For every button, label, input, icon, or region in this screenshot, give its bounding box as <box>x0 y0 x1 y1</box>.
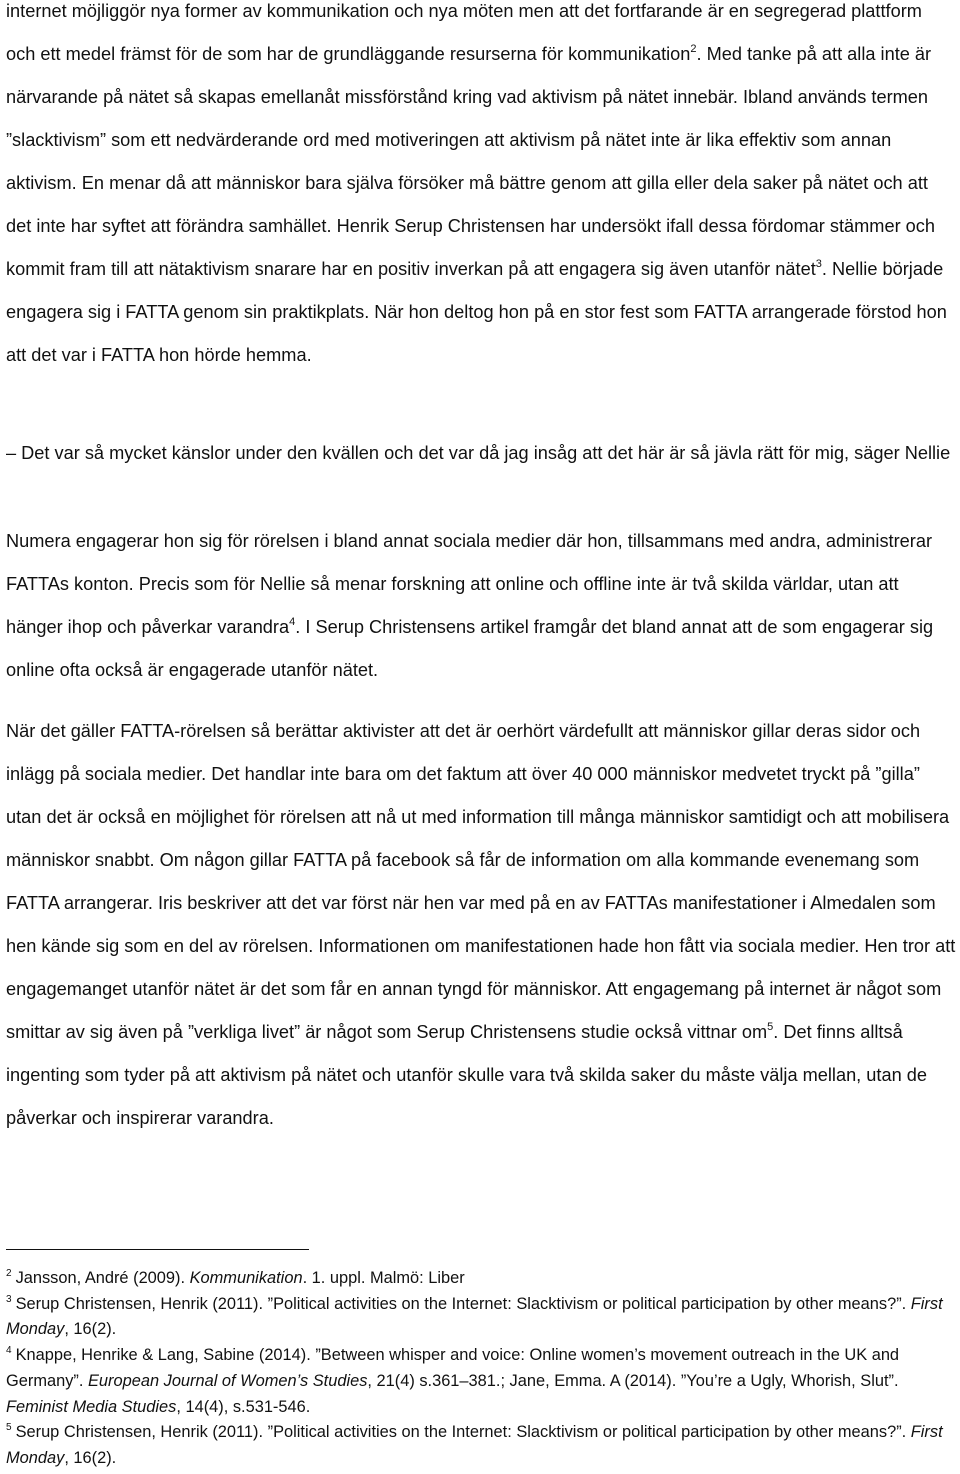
footnote-number: 2 <box>6 1268 12 1279</box>
footnote-text: Jansson, André (2009). <box>15 1269 190 1287</box>
paragraph-1-text-b: . Med tanke på att alla inte är närvarande på nätet så skapas emellanåt missförstånd kring vad aktivism på nätet innebär. Ibland används termen ”slacktivism” som ett nedvärderande ord med motiveringen att aktivism på nätet inte är lika effektiv som annan aktivism. En menar då att människor bara själva försöker må bättre genom att gilla eller dela saker på nätet och att det inte har syftet att förändra samhället. Henrik Serup Christensen har undersökt ifall dessa fördomar stämmer och kommit fram till att nätaktivism snarare har en positiv inverkan på att engagera sig även utanför nätet <box>6 44 936 279</box>
footnote-text: , 16(2). <box>64 1320 117 1339</box>
footnote-number: 4 <box>6 1345 12 1357</box>
footnote-5 <box>6 1420 956 1471</box>
footnote-text: , 14(4), s.531-546. <box>176 1397 311 1416</box>
footnote-separator <box>6 1249 309 1250</box>
footnote-2 <box>6 1266 956 1292</box>
paragraph-1 <box>6 0 956 377</box>
paragraph-1-text-a: internet möjliggör nya former av kommunikation och nya möten men att det fortfarande är en segregerad plattform och ett medel främst för de som har de grundläggande resurserna för kommunikation <box>6 1 922 64</box>
footnote-number: 3 <box>6 1293 12 1305</box>
footnote-ref-2: 2 <box>690 43 697 55</box>
paragraph-4 <box>6 710 956 1140</box>
quote-paragraph: – Det var så mycket känslor under den kvällen och det var då jag insåg att det här är så jävla rätt för mig, säger Nellie <box>6 443 951 463</box>
footnote-ref-3: 3 <box>815 258 822 270</box>
footnote-text: Knappe, Henrike & Lang, Sabine (2014). ”Between whisper and voice: Online women’s movement outreach in the UK and Germany”. <box>6 1346 900 1390</box>
footnote-title: Feminist Media Studies <box>6 1397 177 1416</box>
footnote-title: First Monday <box>6 1294 943 1339</box>
paragraph-3-text-a: Numera engagerar hon sig för rörelsen i bland annat sociala medier där hon, tillsammans med andra, administrerar FATTAs konton. Precis som för Nellie så menar forskning att online och offline inte är två skilda världar, utan att hänger ihop och påverkar varandra <box>6 531 933 637</box>
footnote-text: , 21(4) s.361–381.; Jane, Emma. A (2014). ”You’re a Ugly, Whorish, Slut”. <box>367 1371 899 1390</box>
paragraph-4-text-b: . Det finns alltså ingenting som tyder på att aktivism på nätet och utanför skulle vara två skilda saker du måste välja mellan, utan de påverkar och inspirerar varandra. <box>6 1022 927 1128</box>
footnote-4 <box>6 1343 956 1420</box>
paragraph-1-text-c: . Nellie började engagera sig i FATTA genom sin praktikplats. När hon deltog hon på en stor fest som FATTA arrangerade förstod hon att det var i FATTA hon hörde hemma. <box>6 259 947 365</box>
footnote-title: European Journal of Women’s Studies <box>87 1371 368 1390</box>
paragraph-3-text-b: . I Serup Christensens artikel framgår det bland annat att de som engagerar sig online ofta också är engagerade utanför nätet. <box>6 617 934 680</box>
footnote-text: Serup Christensen, Henrik (2011). ”Political activities on the Internet: Slacktivism or political participation by other means?”. <box>15 1423 911 1442</box>
footnote-3 <box>6 1292 956 1343</box>
footnote-text: , 16(2). <box>64 1448 117 1467</box>
footnote-title: First Monday <box>6 1423 943 1467</box>
footnote-number: 5 <box>6 1422 12 1434</box>
footnote-text: . 1. uppl. Malmö: Liber <box>302 1269 465 1287</box>
footnote-title: Kommunikation <box>189 1269 303 1287</box>
footnote-ref-4: 4 <box>289 616 296 628</box>
footnotes <box>6 1266 956 1472</box>
paragraph-3 <box>6 520 956 692</box>
footnote-text: Serup Christensen, Henrik (2011). ”Political activities on the Internet: Slacktivism or political participation by other means?”. <box>15 1294 911 1313</box>
paragraph-4-text-a: När det gäller FATTA-rörelsen så berättar aktivister att det är oerhört värdefullt att människor gillar deras sidor och inlägg på sociala medier. Det handlar inte bara om det faktum att över 40 000 människor medvetet tryckt på ”gilla” utan det är också en möjlighet för rörelsen att nå ut med information till många människor samtidigt och att mobilisera människor snabbt. Om någon gillar FATTA på facebook så får de information om alla kommande evenemang som FATTA arrangerar. Iris beskriver att det var först när hen var med på en av FATTAs manifestationer i Almedalen som hen kände sig som en del av rörelsen. Informationen om manifestationen hade hon fått via sociala medier. Hen tror att engagemanget utanför nätet är det som får en annan tyngd för människor. Att engagemang på internet är något som smittar av sig även på ”verkliga livet” är något som Serup Christensens studie också vittnar om <box>6 721 956 1042</box>
footnote-ref-5: 5 <box>767 1021 774 1033</box>
